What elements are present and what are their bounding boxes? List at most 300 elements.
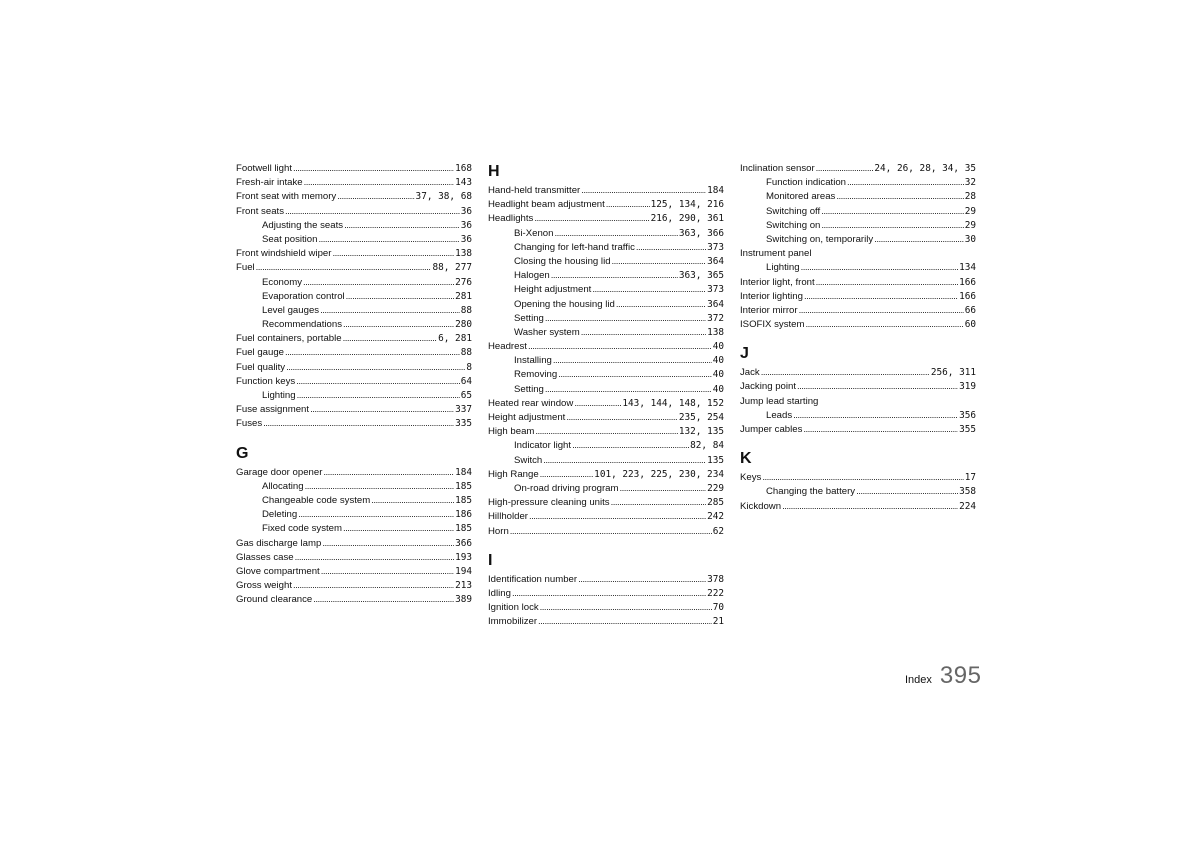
entry-label: Fuel <box>236 262 255 274</box>
index-subentry <box>236 494 472 508</box>
dot-leader <box>323 466 454 480</box>
index-entry <box>740 366 976 380</box>
footer-section-label: Index <box>905 674 932 686</box>
dot-leader <box>343 522 454 536</box>
entry-label: Adjusting the seats <box>262 219 344 231</box>
index-entry <box>488 198 724 212</box>
dot-leader <box>285 205 460 219</box>
entry-pages: 337 <box>455 404 472 416</box>
dot-leader <box>592 283 706 297</box>
entry-label: Front seats <box>236 205 284 217</box>
entry-label: Glove compartment <box>236 565 320 577</box>
entry-label: Fuel gauge <box>236 347 285 359</box>
index-subentry <box>488 269 724 283</box>
entry-pages: 363, 365 <box>678 270 724 282</box>
entry-pages: 143, 144, 148, 152 <box>622 397 724 409</box>
dot-leader <box>304 176 454 190</box>
dot-leader <box>320 304 460 318</box>
index-subentry <box>236 233 472 247</box>
dot-leader <box>305 480 454 494</box>
entry-pages: 88 <box>460 347 472 359</box>
index-subentry <box>236 290 472 304</box>
index-entry <box>236 551 472 565</box>
entry-pages: 29 <box>964 205 976 217</box>
index-entry <box>236 162 472 176</box>
entry-label: Lighting <box>766 262 800 274</box>
entry-pages: 24, 26, 28, 34, 35 <box>874 163 976 174</box>
entry-label: Evaporation control <box>262 290 345 302</box>
entry-label: Monitored areas <box>766 191 836 203</box>
dot-leader <box>793 409 958 423</box>
index-entry <box>740 380 976 394</box>
dot-leader <box>293 579 454 593</box>
dot-leader <box>310 403 454 417</box>
entry-label: Changing for left-hand traffic <box>514 241 635 253</box>
entry-label: Opening the housing lid <box>514 298 615 310</box>
entry-label: Hand-held transmitter <box>488 185 581 196</box>
entry-pages: 166 <box>959 276 976 288</box>
entry-label: Immobilizer <box>488 616 538 628</box>
index-entry <box>488 573 724 587</box>
letter-heading: I <box>488 551 493 569</box>
entry-pages: 184 <box>707 185 724 196</box>
entry-label: Closing the housing lid <box>514 255 611 267</box>
entry-label: Kickdown <box>740 500 782 512</box>
dot-leader <box>821 205 963 219</box>
dot-leader <box>332 247 454 261</box>
entry-pages: 280 <box>455 319 472 331</box>
index-entry <box>740 423 976 437</box>
entry-label: Fuses <box>236 418 263 430</box>
entry-label: Gross weight <box>236 580 292 592</box>
entry-pages: 36 <box>460 219 472 231</box>
entry-pages: 125, 134, 216 <box>650 199 724 211</box>
entry-label: Function indication <box>766 177 846 189</box>
entry-pages: 358 <box>959 486 976 498</box>
entry-pages: 36 <box>460 205 472 217</box>
index-entry <box>236 537 472 551</box>
entry-pages: 285 <box>707 497 724 509</box>
entry-pages: 101, 223, 225, 230, 234 <box>594 468 724 480</box>
page-number: 395 <box>939 662 982 689</box>
dot-leader <box>611 496 706 510</box>
dot-leader <box>534 212 649 226</box>
index-entry <box>236 565 472 579</box>
entry-label: Fresh-air intake <box>236 177 303 189</box>
entry-pages: 235, 254 <box>678 412 724 423</box>
entry-pages: 185 <box>455 523 472 535</box>
index-subentry <box>488 227 724 241</box>
index-subentry <box>740 485 976 499</box>
index-column-2 <box>488 162 724 629</box>
entry-pages: 373 <box>707 241 724 253</box>
index-entry <box>236 247 472 261</box>
index-subentry <box>740 261 976 275</box>
entry-pages: 356 <box>959 409 976 421</box>
index-subentry <box>740 190 976 204</box>
dot-leader <box>856 485 958 499</box>
index-entry <box>740 500 976 514</box>
entry-label: High-pressure cleaning units <box>488 497 610 509</box>
entry-label: Switching off <box>766 205 821 217</box>
entry-pages: 364 <box>707 298 724 310</box>
entry-label: Horn <box>488 525 509 537</box>
index-subentry <box>488 383 724 397</box>
entry-label: Washer system <box>514 326 580 338</box>
index-entry <box>740 247 976 261</box>
entry-pages: 64 <box>460 375 472 387</box>
entry-label: Leads <box>766 409 793 421</box>
index-entry <box>236 261 472 275</box>
dot-leader <box>540 468 594 482</box>
entry-label: On-road driving program <box>514 482 619 494</box>
entry-label: Ground clearance <box>236 594 313 606</box>
index-entry <box>740 395 976 409</box>
dot-leader <box>343 318 454 332</box>
dot-leader <box>344 219 460 233</box>
entry-pages: 8 <box>466 361 472 373</box>
entry-pages: 28 <box>964 191 976 203</box>
dot-leader <box>616 298 706 312</box>
entry-pages: 29 <box>964 219 976 231</box>
dot-leader <box>528 340 712 354</box>
entry-pages: 62 <box>712 525 724 537</box>
dot-leader <box>293 162 454 176</box>
entry-pages: 135 <box>707 454 724 466</box>
entry-label: High Range <box>488 468 539 480</box>
entry-label: Glasses case <box>236 551 294 563</box>
dot-leader <box>554 227 677 241</box>
index-entry <box>236 190 472 204</box>
page-footer <box>905 662 981 690</box>
entry-pages: 242 <box>707 511 724 523</box>
entry-label: Changeable code system <box>262 494 371 506</box>
entry-label: Jack <box>740 367 760 379</box>
entry-label: Recommendations <box>262 319 342 331</box>
entry-pages: 82, 84 <box>690 440 724 452</box>
entry-pages: 184 <box>455 466 472 478</box>
dot-leader <box>761 366 930 380</box>
entry-pages: 132, 135 <box>678 426 724 438</box>
index-entry <box>740 304 976 318</box>
index-entry <box>488 615 724 629</box>
entry-label: Hillholder <box>488 511 528 523</box>
dot-leader <box>510 525 712 539</box>
entry-pages: 224 <box>959 500 976 512</box>
dot-leader <box>545 383 712 397</box>
dot-leader <box>574 397 621 411</box>
dot-leader <box>874 233 964 247</box>
entry-label: Heated rear window <box>488 397 574 409</box>
entry-pages: 166 <box>959 290 976 302</box>
entry-pages: 138 <box>455 248 472 260</box>
entry-pages: 216, 290, 361 <box>650 213 724 225</box>
dot-leader <box>297 389 460 403</box>
index-entry <box>740 276 976 290</box>
entry-label: Fuel containers, portable <box>236 333 342 345</box>
entry-pages: 389 <box>455 594 472 606</box>
entry-label: Identification number <box>488 573 578 585</box>
dot-leader <box>620 482 707 496</box>
index-entry <box>488 340 724 354</box>
entry-pages: 355 <box>959 424 976 435</box>
entry-label: Keys <box>740 472 762 484</box>
entry-label: Deleting <box>262 509 298 521</box>
dot-leader <box>337 190 414 204</box>
entry-pages: 143 <box>455 177 472 189</box>
dot-leader <box>847 176 964 190</box>
dot-leader <box>298 508 454 522</box>
entry-pages: 134 <box>959 262 976 274</box>
dot-leader <box>804 290 958 304</box>
entry-pages: 37, 38, 68 <box>415 191 472 203</box>
entry-pages: 6, 281 <box>438 333 472 345</box>
entry-label: Front seat with memory <box>236 191 337 203</box>
dot-leader <box>285 346 460 360</box>
dot-leader <box>799 304 964 318</box>
index-subentry <box>740 233 976 247</box>
dot-leader <box>529 510 706 524</box>
entry-label: Front windshield wiper <box>236 248 332 260</box>
entry-label: Setting <box>514 383 544 395</box>
index-entry <box>236 361 472 375</box>
dot-leader <box>551 269 678 283</box>
index-entry <box>488 587 724 601</box>
dot-leader <box>313 593 454 607</box>
index-subentry <box>488 298 724 312</box>
dot-leader <box>558 368 712 382</box>
index-entry <box>236 466 472 480</box>
dot-leader <box>801 261 958 275</box>
index-entry <box>236 346 472 360</box>
index-subentry <box>740 409 976 423</box>
index-entry <box>740 290 976 304</box>
entry-label: Interior lighting <box>740 290 803 302</box>
dot-leader <box>545 312 706 326</box>
entry-label: Level gauges <box>262 304 320 316</box>
index-entry <box>236 593 472 607</box>
dot-leader <box>318 233 459 247</box>
index-subentry <box>488 354 724 368</box>
dot-leader <box>295 551 454 565</box>
dot-leader <box>296 375 460 389</box>
index-entry <box>740 162 976 176</box>
entry-pages: 186 <box>455 509 472 521</box>
index-subentry <box>488 255 724 269</box>
entry-pages: 185 <box>455 494 472 506</box>
entry-label: Switching on <box>766 219 821 231</box>
dot-leader <box>816 162 874 176</box>
dot-leader <box>836 190 963 204</box>
entry-label: Ignition lock <box>488 602 539 614</box>
entry-label: Footwell light <box>236 163 292 174</box>
entry-pages: 256, 311 <box>930 367 976 379</box>
dot-leader <box>538 615 712 629</box>
entry-pages: 194 <box>455 565 472 577</box>
entry-pages: 30 <box>964 233 976 245</box>
entry-label: Jumper cables <box>740 424 803 435</box>
entry-pages: 229 <box>707 482 724 494</box>
dot-leader <box>782 500 958 514</box>
entry-label: Height adjustment <box>514 284 592 296</box>
entry-label: Headrest <box>488 341 527 353</box>
entry-label: Fixed code system <box>262 523 342 535</box>
index-entry <box>488 525 724 539</box>
entry-label: Fuse assignment <box>236 404 310 416</box>
entry-pages: 378 <box>707 573 724 585</box>
entry-pages: 185 <box>455 480 472 492</box>
dot-leader <box>636 241 706 255</box>
index-subentry <box>740 219 976 233</box>
dot-leader <box>543 454 706 468</box>
entry-pages: 138 <box>707 326 724 338</box>
entry-pages: 32 <box>964 177 976 189</box>
entry-pages: 60 <box>964 319 976 331</box>
entry-pages: 40 <box>712 341 724 353</box>
entry-pages: 65 <box>460 390 472 401</box>
dot-leader <box>256 261 432 275</box>
entry-label: Idling <box>488 587 511 599</box>
entry-label: Economy <box>262 276 302 288</box>
entry-label: Changing the battery <box>766 486 856 498</box>
index-subentry <box>488 454 724 468</box>
index-subentry <box>488 312 724 326</box>
dot-leader <box>803 423 958 437</box>
entry-label: Headlights <box>488 213 534 225</box>
index-entry <box>236 579 472 593</box>
index-entry <box>236 403 472 417</box>
dot-leader <box>540 601 712 615</box>
dot-leader <box>566 411 678 425</box>
dot-leader <box>578 573 706 587</box>
dot-leader <box>535 425 677 439</box>
index-subentry <box>488 326 724 340</box>
entry-label: Lighting <box>262 390 296 401</box>
index-subentry <box>488 283 724 297</box>
entry-pages: 88, 277 <box>432 262 472 274</box>
entry-pages: 222 <box>707 587 724 599</box>
dot-leader <box>806 318 964 332</box>
index-entry <box>740 471 976 485</box>
index-subentry <box>236 508 472 522</box>
dot-leader <box>581 326 706 340</box>
dot-leader <box>346 290 454 304</box>
dot-leader <box>821 219 963 233</box>
index-subentry <box>740 205 976 219</box>
dot-leader <box>286 361 465 375</box>
entry-pages: 66 <box>964 304 976 316</box>
dot-leader <box>343 332 438 346</box>
dot-leader <box>321 565 454 579</box>
entry-label: Function keys <box>236 375 296 387</box>
entry-pages: 335 <box>455 418 472 430</box>
dot-leader <box>553 354 712 368</box>
index-subentry <box>488 439 724 453</box>
entry-label: Switch <box>514 454 543 466</box>
entry-label: ISOFIX system <box>740 319 805 331</box>
entry-label: Indicator light <box>514 440 572 452</box>
letter-heading: K <box>740 450 752 468</box>
entry-pages: 276 <box>455 276 472 288</box>
dot-leader <box>572 439 689 453</box>
dot-leader <box>762 471 963 485</box>
dot-leader <box>303 276 454 290</box>
index-entry <box>488 184 724 198</box>
entry-label: Fuel quality <box>236 361 286 373</box>
letter-heading: J <box>740 345 749 363</box>
dot-leader <box>612 255 707 269</box>
entry-label: Height adjustment <box>488 412 566 423</box>
entry-label: Bi-Xenon <box>514 227 554 239</box>
entry-pages: 366 <box>455 537 472 549</box>
entry-pages: 281 <box>455 290 472 302</box>
index-entry <box>236 205 472 219</box>
index-entry <box>236 176 472 190</box>
entry-label: Interior light, front <box>740 276 815 288</box>
entry-label: Seat position <box>262 233 318 245</box>
index-subentry <box>236 318 472 332</box>
entry-pages: 21 <box>712 616 724 628</box>
index-subentry <box>236 480 472 494</box>
entry-label: Jump lead starting <box>740 395 819 407</box>
entry-pages: 213 <box>455 580 472 592</box>
letter-heading: G <box>236 444 249 462</box>
entry-label: Gas discharge lamp <box>236 537 322 549</box>
dot-leader <box>371 494 454 508</box>
index-entry <box>236 332 472 346</box>
index-entry <box>740 318 976 332</box>
entry-pages: 40 <box>712 383 724 395</box>
index-subentry <box>236 219 472 233</box>
entry-pages: 36 <box>460 233 472 245</box>
entry-label: Garage door opener <box>236 466 323 478</box>
index-entry <box>488 411 724 425</box>
dot-leader <box>512 587 706 601</box>
letter-heading: H <box>488 163 500 180</box>
index-entry <box>236 417 472 431</box>
index-subentry <box>488 368 724 382</box>
dot-leader <box>263 417 454 431</box>
entry-pages: 363, 366 <box>678 227 724 239</box>
entry-pages: 17 <box>964 472 976 484</box>
dot-leader <box>322 537 454 551</box>
index-subentry <box>740 176 976 190</box>
entry-pages: 40 <box>712 369 724 381</box>
entry-pages: 372 <box>707 312 724 324</box>
entry-label: Allocating <box>262 480 304 492</box>
index-entry <box>488 510 724 524</box>
entry-label: Setting <box>514 312 544 324</box>
entry-pages: 88 <box>460 304 472 316</box>
index-subentry <box>236 522 472 536</box>
index-subentry <box>488 482 724 496</box>
dot-leader <box>797 380 958 394</box>
entry-pages: 193 <box>455 551 472 563</box>
dot-leader <box>606 198 650 212</box>
entry-pages: 364 <box>707 255 724 267</box>
entry-label: Instrument panel <box>740 248 812 260</box>
entry-pages: 373 <box>707 284 724 296</box>
entry-label: Switching on, temporarily <box>766 233 874 245</box>
index-entry <box>488 468 724 482</box>
index-column-1 <box>236 162 472 607</box>
entry-pages: 168 <box>455 163 472 174</box>
entry-label: Inclination sensor <box>740 163 815 174</box>
entry-label: High beam <box>488 426 535 438</box>
index-entry <box>488 397 724 411</box>
index-subentry <box>488 241 724 255</box>
index-column-3 <box>740 162 976 514</box>
